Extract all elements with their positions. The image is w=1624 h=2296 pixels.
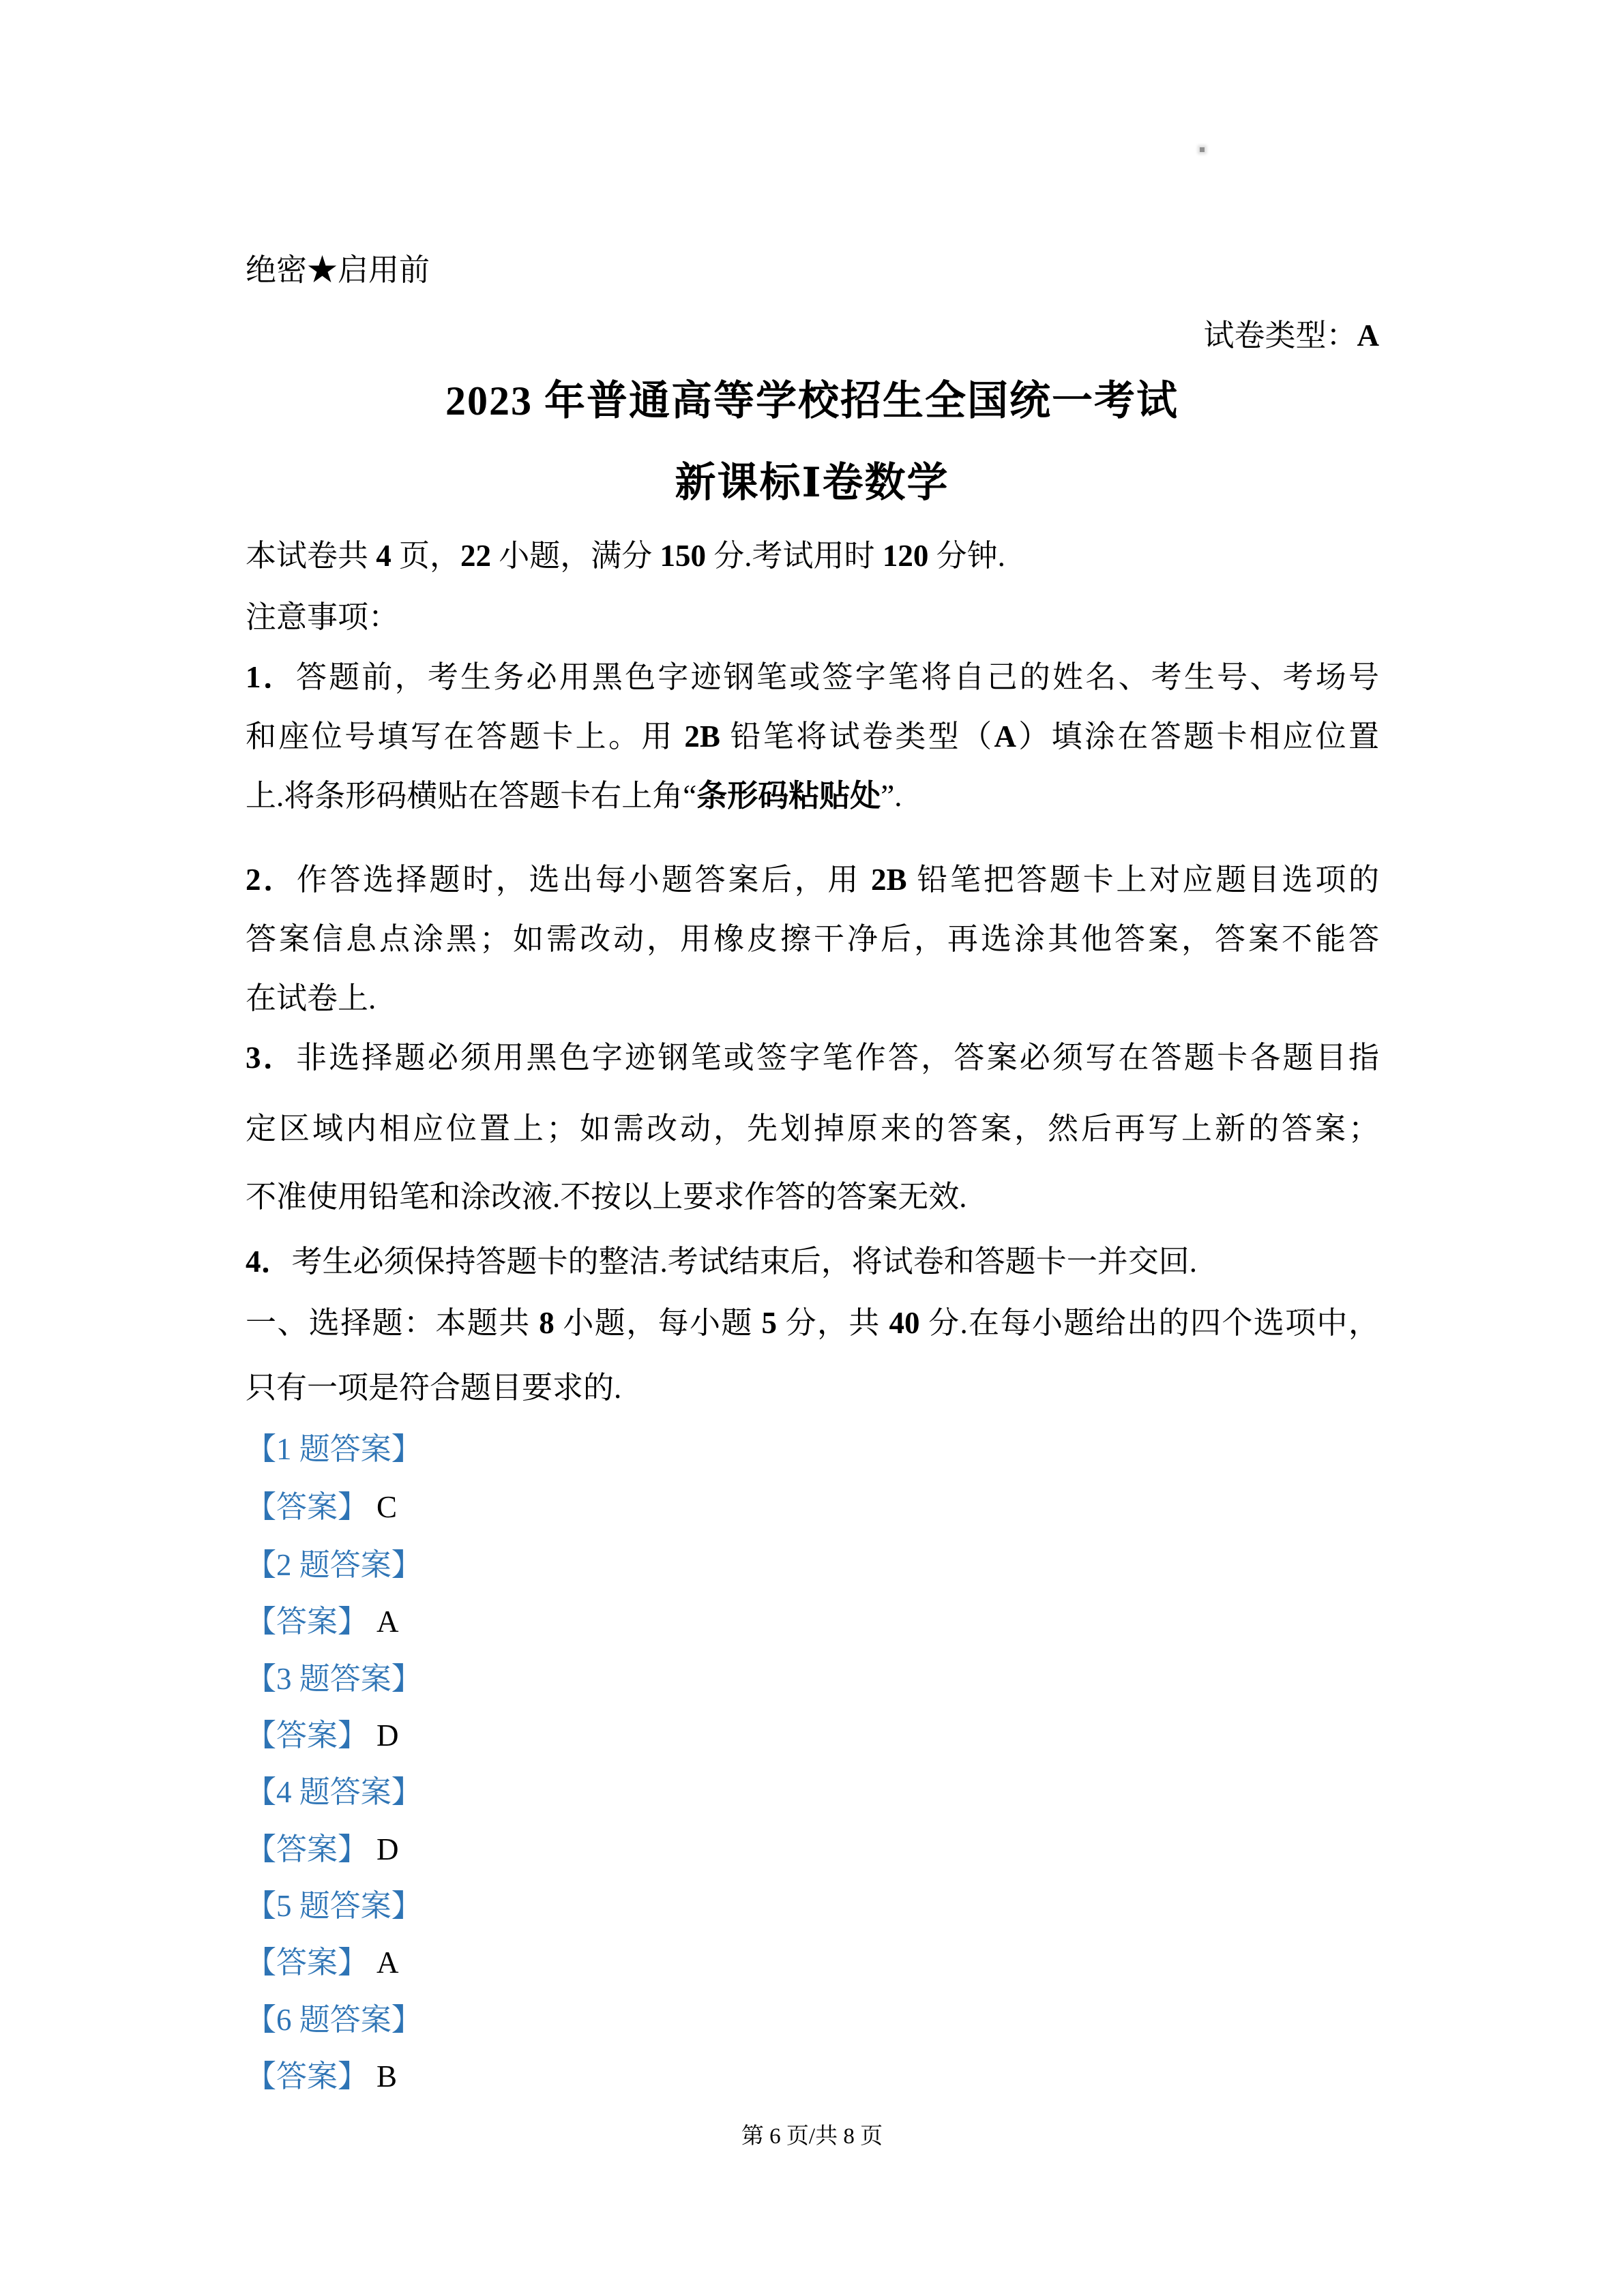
text-run: 上.将条形码横贴在答题卡右上角“ [246, 779, 697, 813]
notice-3-line-3 [246, 1176, 1379, 1217]
notice-4-line-1 [246, 1241, 1379, 1282]
answer-label: 【答案】 [246, 1945, 369, 1980]
text-run: 120 [882, 539, 929, 573]
paper-type-value: A [1357, 318, 1379, 353]
text-run: 分.考试用时 [706, 539, 883, 573]
answer-label: 【答案】 [246, 1490, 369, 1524]
text-run: 考生必须保持答题卡的整洁.考试结束后，将试卷和答题卡一并交回. [291, 1244, 1198, 1279]
text-run: 铅笔把答题卡上对应题目选项的 [906, 863, 1379, 897]
text-run: 铅笔将试卷类型（ [720, 719, 994, 754]
text-run: A [994, 719, 1016, 754]
scan-artifact-dot [1200, 147, 1205, 152]
answer-value: D [377, 1832, 399, 1866]
page-title: 2023 年普通高等学校招生全国统一考试 [445, 378, 1179, 423]
notice-1-line-2 [246, 716, 1379, 757]
section-1-heading-line-1 [246, 1302, 1379, 1343]
meta-line [246, 535, 1379, 576]
section-1-heading-line-2 [246, 1367, 1379, 1408]
page-subtitle: 新课标Ⅰ卷数学 [675, 460, 949, 505]
text-run: 1． [246, 660, 296, 694]
text-run: 2B [684, 719, 720, 754]
answer-line-1 [246, 1487, 1379, 1527]
notice-heading: 注意事项： [246, 600, 400, 634]
text-run: 8 [539, 1306, 555, 1340]
notice-2-line-3 [246, 978, 1379, 1019]
notice-1-line-3 [246, 775, 1379, 816]
notice-1-line-1 [246, 657, 1379, 698]
paper-type-label: 试卷类型： [1203, 318, 1357, 353]
answer-value: A [377, 1605, 399, 1639]
notice-2-line-2 [246, 919, 1379, 959]
answer-value: D [377, 1718, 399, 1753]
text-run: 页， [391, 539, 461, 573]
text-run: 本试卷共 [246, 539, 377, 573]
text-run: 在试卷上. [246, 981, 377, 1015]
answer-question-label-1: 【1 题答案】 [246, 1432, 422, 1466]
text-run: 5 [761, 1306, 777, 1340]
answer-label: 【答案】 [246, 2059, 369, 2093]
notice-3-line-1 [246, 1037, 1379, 1078]
text-run: 小题，满分 [491, 539, 660, 573]
text-run: 分，共 [776, 1306, 889, 1340]
answer-line-5 [246, 1942, 1379, 1983]
text-run: ”. [881, 779, 902, 813]
text-run: 2B [870, 863, 907, 897]
answer-value: A [377, 1945, 399, 1980]
text-run: 小题，每小题 [554, 1306, 762, 1340]
answer-question-label-4: 【4 题答案】 [246, 1775, 422, 1809]
answer-question-label-5: 【5 题答案】 [246, 1889, 422, 1923]
text-run: 和座位号填写在答题卡上。用 [246, 719, 685, 754]
answer-line-2 [246, 1601, 1379, 1642]
answer-label: 【答案】 [246, 1605, 369, 1639]
text-run: 不准使用铅笔和涂改液.不按以上要求作答的答案无效. [246, 1180, 967, 1214]
text-run: 4 [376, 539, 392, 573]
paper-type-line [246, 315, 1379, 356]
answer-label: 【答案】 [246, 1832, 369, 1866]
text-run: 4． [246, 1244, 292, 1279]
answer-value: B [377, 2059, 398, 2093]
text-run: 一、选择题：本题共 [246, 1306, 540, 1340]
answer-line-4 [246, 1829, 1379, 1870]
classification-label: 绝密★启用前 [246, 253, 430, 287]
text-run: 定区域内相应位置上；如需改动，先划掉原来的答案，然后再写上新的答案； [246, 1112, 1379, 1146]
answer-line-3 [246, 1715, 1379, 1756]
notice-3-line-2 [246, 1108, 1379, 1149]
answer-value: C [377, 1490, 398, 1524]
text-run: 作答选择题时，选出每小题答案后，用 [296, 863, 871, 897]
text-run: 非选择题必须用黑色字迹钢笔或签字笔作答，答案必须写在答题卡各题目指 [295, 1041, 1379, 1075]
page-number-indicator: 第 6 页/共 8 页 [741, 2124, 883, 2149]
answer-line-6 [246, 2056, 1379, 2097]
answer-question-label-2: 【2 题答案】 [246, 1548, 422, 1582]
text-run: 22 [460, 539, 492, 573]
text-run: 150 [660, 539, 707, 573]
answer-label: 【答案】 [246, 1718, 369, 1753]
text-run: 答案信息点涂黑；如需改动，用橡皮擦干净后，再选涂其他答案，答案不能答 [246, 922, 1379, 956]
text-run: 分钟. [928, 539, 1005, 573]
text-run: 分.在每小题给出的四个选项中， [919, 1306, 1379, 1340]
text-run: 答题前，考生务必用黑色字迹钢笔或签字笔将自己的姓名、考生号、考场号 [295, 660, 1379, 694]
text-run: 条形码粘贴处 [696, 779, 881, 813]
text-run: ）填涂在答题卡相应位置 [1016, 719, 1379, 754]
answer-question-label-6: 【6 题答案】 [246, 2003, 422, 2037]
text-run: 3． [246, 1041, 296, 1075]
text-run: 2． [246, 863, 297, 897]
text-run: 40 [889, 1306, 920, 1340]
notice-2-line-1 [246, 859, 1379, 900]
text-run: 只有一项是符合题目要求的. [246, 1371, 622, 1405]
answer-question-label-3: 【3 题答案】 [246, 1662, 422, 1696]
